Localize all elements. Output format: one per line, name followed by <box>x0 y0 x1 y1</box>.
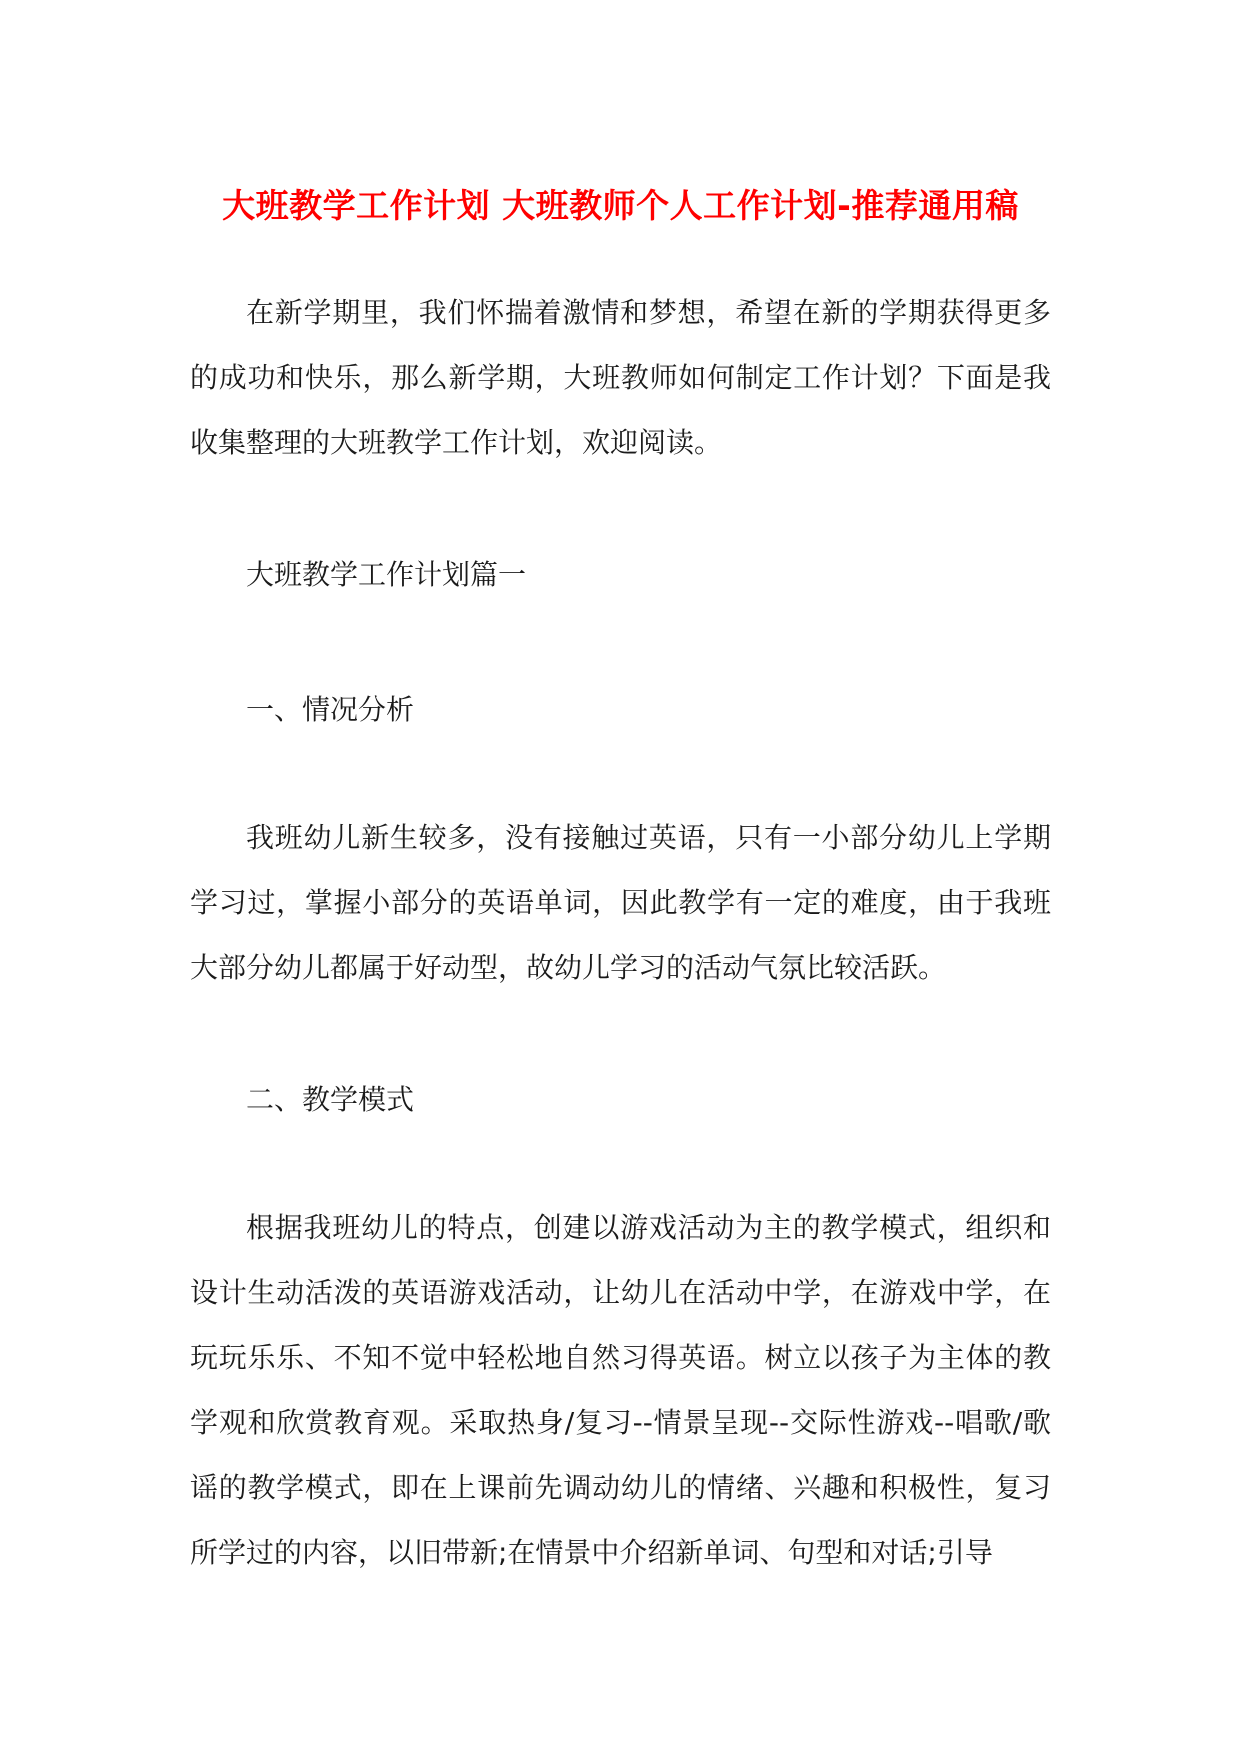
section-body-situation-analysis: 我班幼儿新生较多，没有接触过英语，只有一小部分幼儿上学期学习过，掌握小部分的英语单词，因此教学有一定的难度，由于我班大部分幼儿都属于好动型，故幼儿学习的活动气氛比较活跃。 <box>190 821 1051 984</box>
part-heading: 大班教学工作计划篇一 <box>246 558 527 591</box>
section-heading-situation-analysis: 一、情况分析 <box>246 693 415 726</box>
section-heading-teaching-mode: 二、教学模式 <box>246 1083 415 1116</box>
intro-paragraph: 在新学期里，我们怀揣着激情和梦想，希望在新的学期获得更多的成功和快乐，那么新学期，大班教师如何制定工作计划？下面是我收集整理的大班教学工作计划，欢迎阅读。 <box>190 296 1051 459</box>
document-title: 大班教学工作计划 大班教师个人工作计划-推荐通用稿 <box>222 186 1019 226</box>
section-body-teaching-mode: 根据我班幼儿的特点，创建以游戏活动为主的教学模式，组织和设计生动活泼的英语游戏活动，让幼儿在活动中学，在游戏中学，在玩玩乐乐、不知不觉中轻松地自然习得英语。树立以孩子为主体的教学观和欣赏教育观。采取热身/复习--情景呈现--交际性游戏--唱歌/歌谣的教学模式，即在上课前先调动幼儿的情绪、兴趣和积极性，复习所学过的内容，以旧带新;在情景中介绍新单词、句型和对话;引导 <box>190 1211 1051 1569</box>
